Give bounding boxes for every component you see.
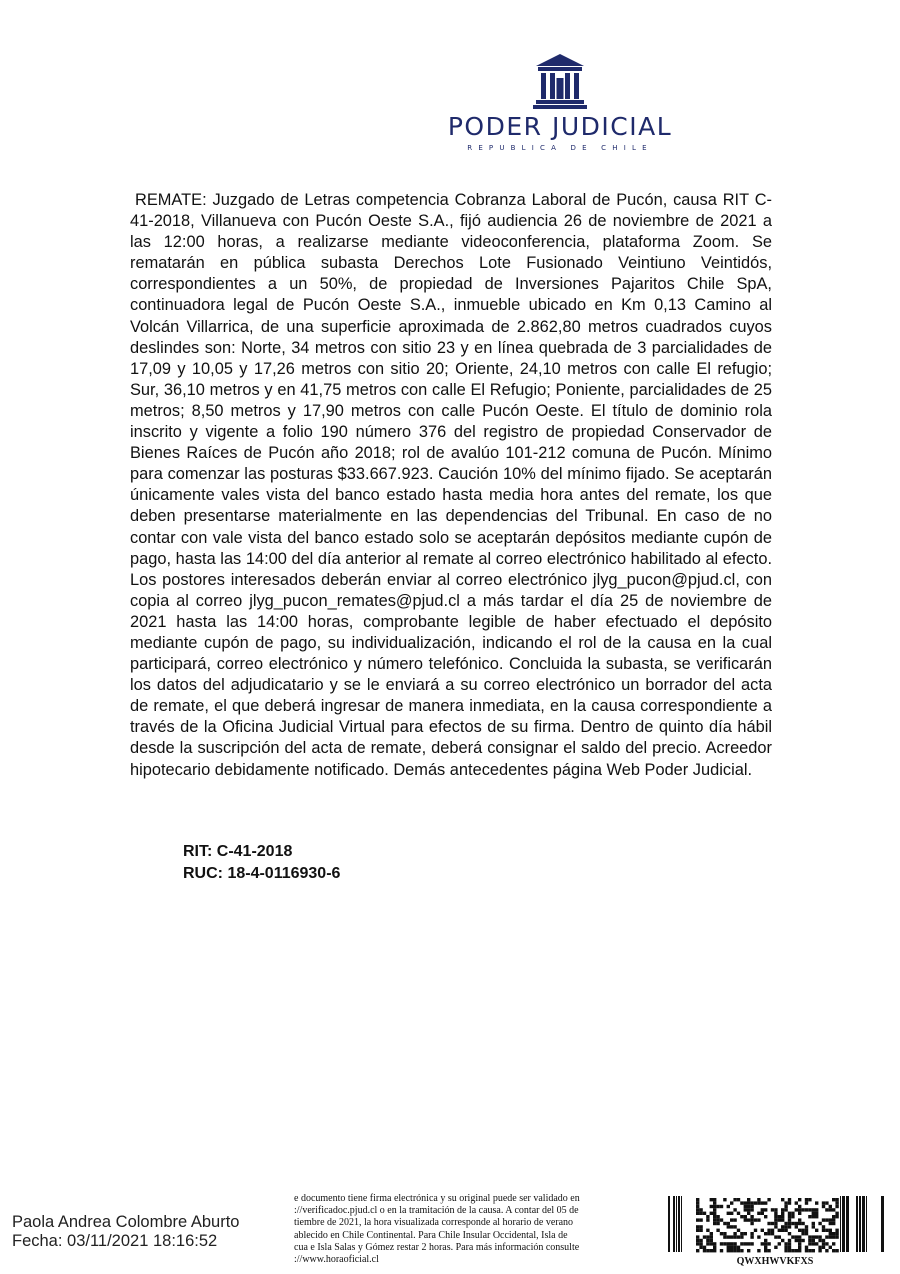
notice-line: ://www.horaoficial.cl: [294, 1254, 379, 1266]
notice-line: e documento tiene firma electrónica y su original puede ser validado en: [294, 1193, 580, 1204]
notice-line: ://verificadoc.pjud.cl o en la tramitación de la causa. A contar del 05 de: [294, 1205, 579, 1217]
barcode-icon: [650, 1192, 890, 1256]
electronic-signature-notice: [294, 1193, 644, 1269]
rit-number: RIT: C-41-2018: [183, 843, 293, 860]
case-identifiers: [183, 841, 340, 885]
notice-line: cua e Isla Salas y Gómez restar 2 horas. Para más información consulte: [294, 1241, 580, 1253]
logo-subtitle: REPUBLICA DE CHILE: [467, 144, 653, 152]
notice-line: tiembre de 2021, la hora visualizada corresponde al horario de verano: [294, 1217, 574, 1229]
verification-code: QWXHWVKFXS: [736, 1256, 814, 1267]
signer-name: Paola Andrea Colombre Aburto: [12, 1213, 240, 1231]
auction-notice-paragraph: REMATE: Juzgado de Letras competencia Cobranza Laboral de Pucón, causa RIT C-41-2018, Villanueva con Pucón Oeste S.A., fijó audiencia 26 de noviembre de 2021 a las 12:00 horas, a realizarse mediante videoconferencia, plataforma Zoom. Se rematarán en pública subasta Derechos Lote Fusionado Veintiuno Veintidós, correspondientes a un 50%, de propiedad de Inversiones Pajaritos Chile SpA, continuadora legal de Pucón Oeste S.A., inmueble ubicado en Km 0,13 Camino al Volcán Villarrica, de una superficie aproximada de 2.862,80 metros cuadrados cuyos deslindes son: Norte, 34 metros con sitio 23 y en línea quebrada de 3 parcialidades de 17,09 y 10,05 y 17,26 metros con sitio 20; Oriente, 24,10 metros con calle El refugio; Sur, 36,10 metros y en 41,75 metros con calle El Refugio; Poniente, parcialidades de 25 metros; 8,50 metros y 17,90 metros con calle Pucón Oeste. El título de dominio rola inscrito y vigente a folio 190 número 376 del registro de propiedad Conservador de Bienes Raíces de Pucón año 2018; rol de avalúo 101-212 comuna de Pucón. Mínimo para comenzar las posturas $33.667.923. Caución 10% del mínimo fijado. Se aceptarán únicamente vales vista del banco estado hasta media hora antes del remate, los que deben presentarse materialmente en las dependencias del Tribunal. En caso de no contar con vale vista del banco estado solo se aceptarán depósitos mediante cupón de pago, hasta las 14:00 del día anterior al remate al correo electrónico habilitado al efecto. Los postores interesados deberán enviar al correo electrónico jlyg_pucon@pjud.cl, con copia al correo jlyg_pucon_remates@pjud.cl a más tardar el día 25 de noviembre de 2021 hasta las 14:00 horas, comprobante legible de haber efectuado el depósito mediante cupón de pago, su individualización, indicando el rol de la causa en la cual participará, correo electrónico y número telefónico. Concluida la subasta, se verificarán los datos del adjudicatario y se le enviará a su correo electrónico un borrador del acta de remate, el que deberá ingresar de manera inmediata, en la causa correspondiente a través de la Oficina Judicial Virtual para efectos de su firma. Dentro de quinto día hábil desde la suscripción del acta de remate, deberá consignar el saldo del precio. Acreedor hipotecario debidamente notificado. Demás antecedentes página Web Poder Judicial.: [130, 191, 772, 779]
verification-barcode: [650, 1192, 890, 1274]
ruc-number: RUC: 18-4-0116930-6: [183, 865, 341, 882]
notice-line: ablecido en Chile Continental. Para Chile Insular Occidental, Isla de: [294, 1229, 568, 1241]
poder-judicial-logo: [440, 52, 680, 162]
signature-block: [12, 1213, 282, 1251]
courthouse-icon: [530, 52, 590, 110]
signed-date: Fecha: 03/11/2021 18:16:52: [12, 1232, 218, 1250]
logo-title: PODER JUDICIAL: [447, 112, 673, 141]
